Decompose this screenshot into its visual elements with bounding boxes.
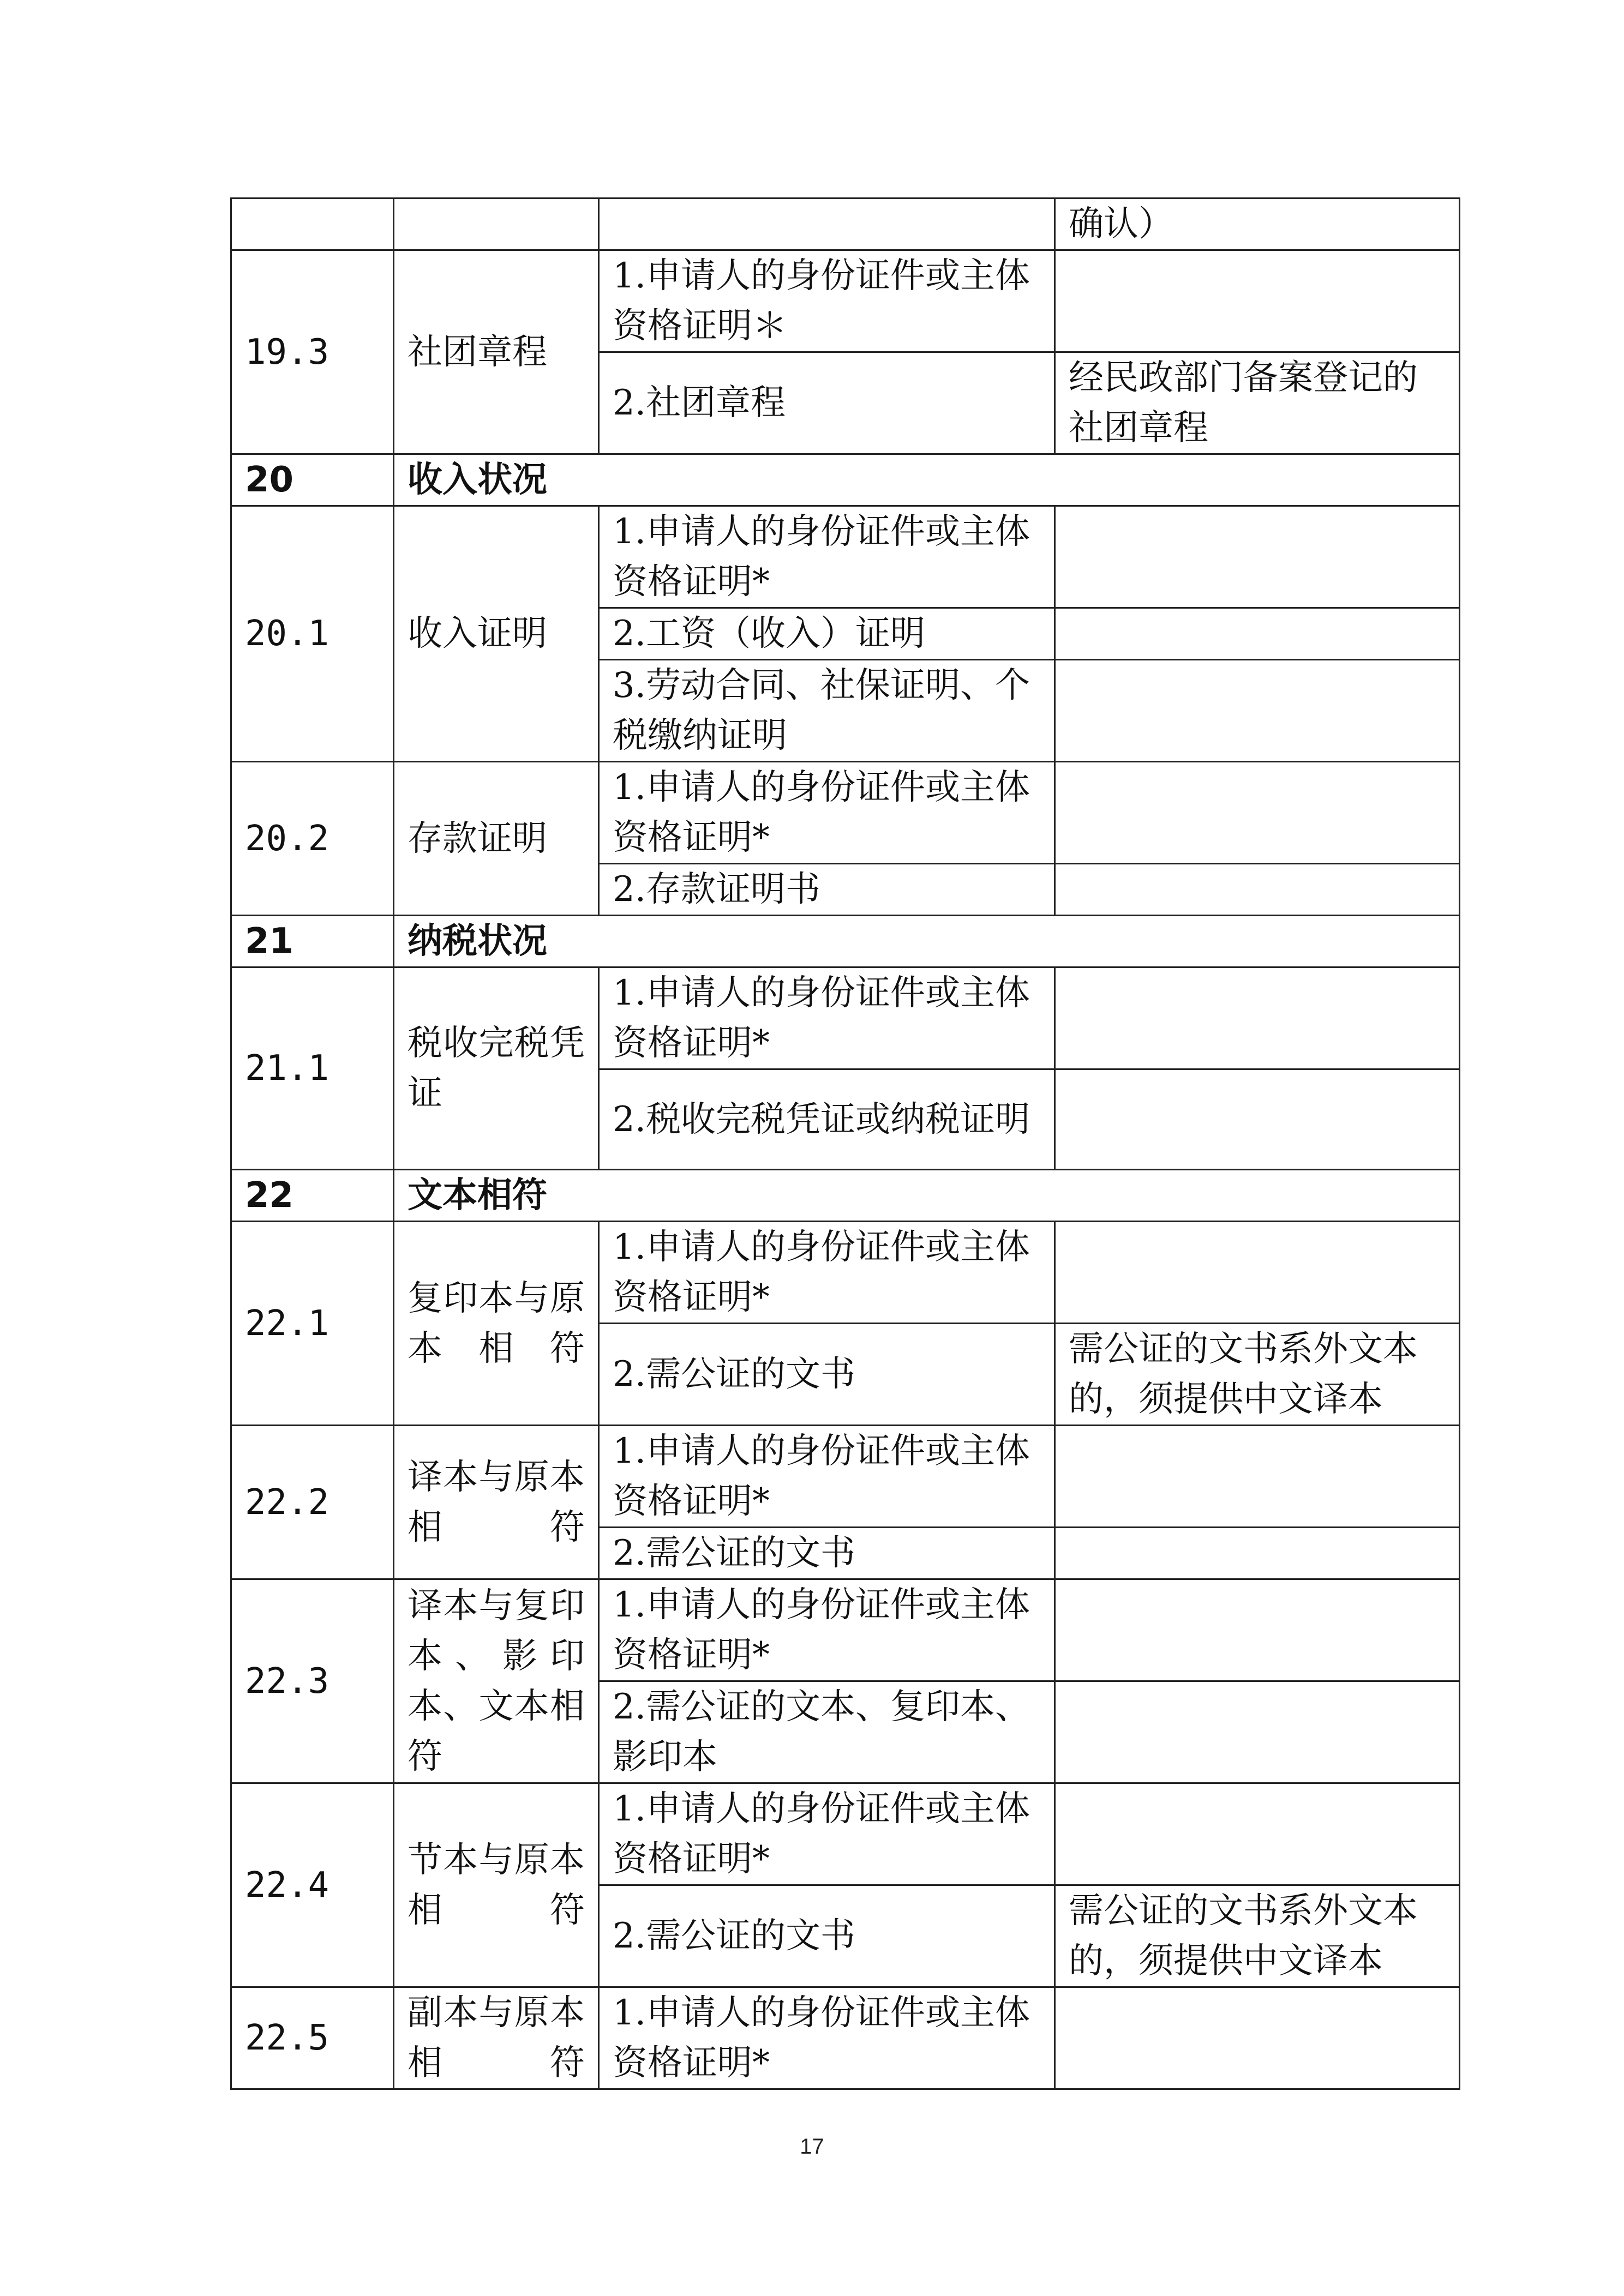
item-number-cell: 22.1 (231, 1222, 394, 1426)
note-cell (1055, 1783, 1460, 1885)
item-name-cell (394, 199, 599, 250)
item-number-cell (231, 199, 394, 250)
item-number-cell: 22.2 (231, 1426, 394, 1579)
item-name-cell: 税收完税凭证 (394, 967, 599, 1170)
item-name-cell: 节本与原本相符 (394, 1783, 599, 1987)
note-cell (1055, 1579, 1460, 1681)
note-cell (1055, 660, 1460, 762)
material-cell: 2.税收完税凭证或纳税证明 (599, 1069, 1055, 1170)
table-row (231, 506, 1460, 608)
section-title-cell: 纳税状况 (394, 916, 1460, 967)
material-cell: 2.工资（收入）证明 (599, 608, 1055, 660)
table-row (231, 250, 1460, 352)
material-cell: 3.劳动合同、社保证明、个税缴纳证明 (599, 660, 1055, 762)
item-number-cell: 22.5 (231, 1987, 394, 2089)
note-cell (1055, 762, 1460, 864)
section-number-cell: 21 (231, 916, 394, 967)
note-cell (1055, 1426, 1460, 1528)
table-row (231, 1987, 1460, 2089)
section-row (231, 454, 1460, 506)
item-name-cell: 社团章程 (394, 250, 599, 454)
note-cell: 确认） (1055, 199, 1460, 250)
item-number-cell: 22.4 (231, 1783, 394, 1987)
table-row (231, 967, 1460, 1069)
item-name-cell: 存款证明 (394, 762, 599, 916)
material-cell (599, 199, 1055, 250)
materials-table (230, 197, 1460, 2090)
note-cell (1055, 1987, 1460, 2089)
material-cell: 1.申请人的身份证件或主体资格证明* (599, 762, 1055, 864)
material-cell: 1.申请人的身份证件或主体资格证明* (599, 1783, 1055, 1885)
item-name-cell: 复印本与原本相符 (394, 1222, 599, 1426)
table-row (231, 1222, 1460, 1324)
material-cell: 2.需公证的文书 (599, 1528, 1055, 1579)
table-row (231, 1579, 1460, 1681)
material-cell: 2.需公证的文本、复印本、影印本 (599, 1681, 1055, 1783)
material-cell: 2.需公证的文书 (599, 1324, 1055, 1426)
section-title-cell: 收入状况 (394, 454, 1460, 506)
section-row (231, 1170, 1460, 1222)
note-cell (1055, 250, 1460, 352)
item-name-cell: 收入证明 (394, 506, 599, 762)
item-number-cell: 21.1 (231, 967, 394, 1170)
note-cell (1055, 1528, 1460, 1579)
note-cell (1055, 967, 1460, 1069)
item-name-cell: 副本与原本相符 (394, 1987, 599, 2089)
note-cell (1055, 608, 1460, 660)
note-cell: 经民政部门备案登记的社团章程 (1055, 352, 1460, 454)
table-row (231, 762, 1460, 864)
section-title-cell: 文本相符 (394, 1170, 1460, 1222)
section-row (231, 916, 1460, 967)
item-number-cell: 20.1 (231, 506, 394, 762)
section-number-cell: 20 (231, 454, 394, 506)
material-cell: 1.申请人的身份证件或主体资格证明＊ (599, 250, 1055, 352)
material-cell: 1.申请人的身份证件或主体资格证明* (599, 1426, 1055, 1528)
material-cell: 1.申请人的身份证件或主体资格证明* (599, 1987, 1055, 2089)
material-cell: 1.申请人的身份证件或主体资格证明* (599, 1222, 1055, 1324)
section-number-cell: 22 (231, 1170, 394, 1222)
material-cell: 1.申请人的身份证件或主体资格证明* (599, 506, 1055, 608)
material-cell: 1.申请人的身份证件或主体资格证明* (599, 967, 1055, 1069)
item-name-cell: 译本与原本相符 (394, 1426, 599, 1579)
material-cell: 1.申请人的身份证件或主体资格证明* (599, 1579, 1055, 1681)
note-cell: 需公证的文书系外文本的，须提供中文译本 (1055, 1885, 1460, 1987)
material-cell: 2.存款证明书 (599, 864, 1055, 916)
table-row (231, 1426, 1460, 1528)
item-number-cell: 22.3 (231, 1579, 394, 1783)
note-cell (1055, 506, 1460, 608)
material-cell: 2.社团章程 (599, 352, 1055, 454)
table-row (231, 199, 1460, 250)
note-cell (1055, 1222, 1460, 1324)
note-cell (1055, 1069, 1460, 1170)
table-row (231, 1783, 1460, 1885)
item-number-cell: 20.2 (231, 762, 394, 916)
item-number-cell: 19.3 (231, 250, 394, 454)
item-name-cell: 译本与复印本、影印本、文本相符 (394, 1579, 599, 1783)
note-cell: 需公证的文书系外文本的，须提供中文译本 (1055, 1324, 1460, 1426)
material-cell: 2.需公证的文书 (599, 1885, 1055, 1987)
page-number: 17 (800, 2135, 824, 2159)
note-cell (1055, 864, 1460, 916)
note-cell (1055, 1681, 1460, 1783)
